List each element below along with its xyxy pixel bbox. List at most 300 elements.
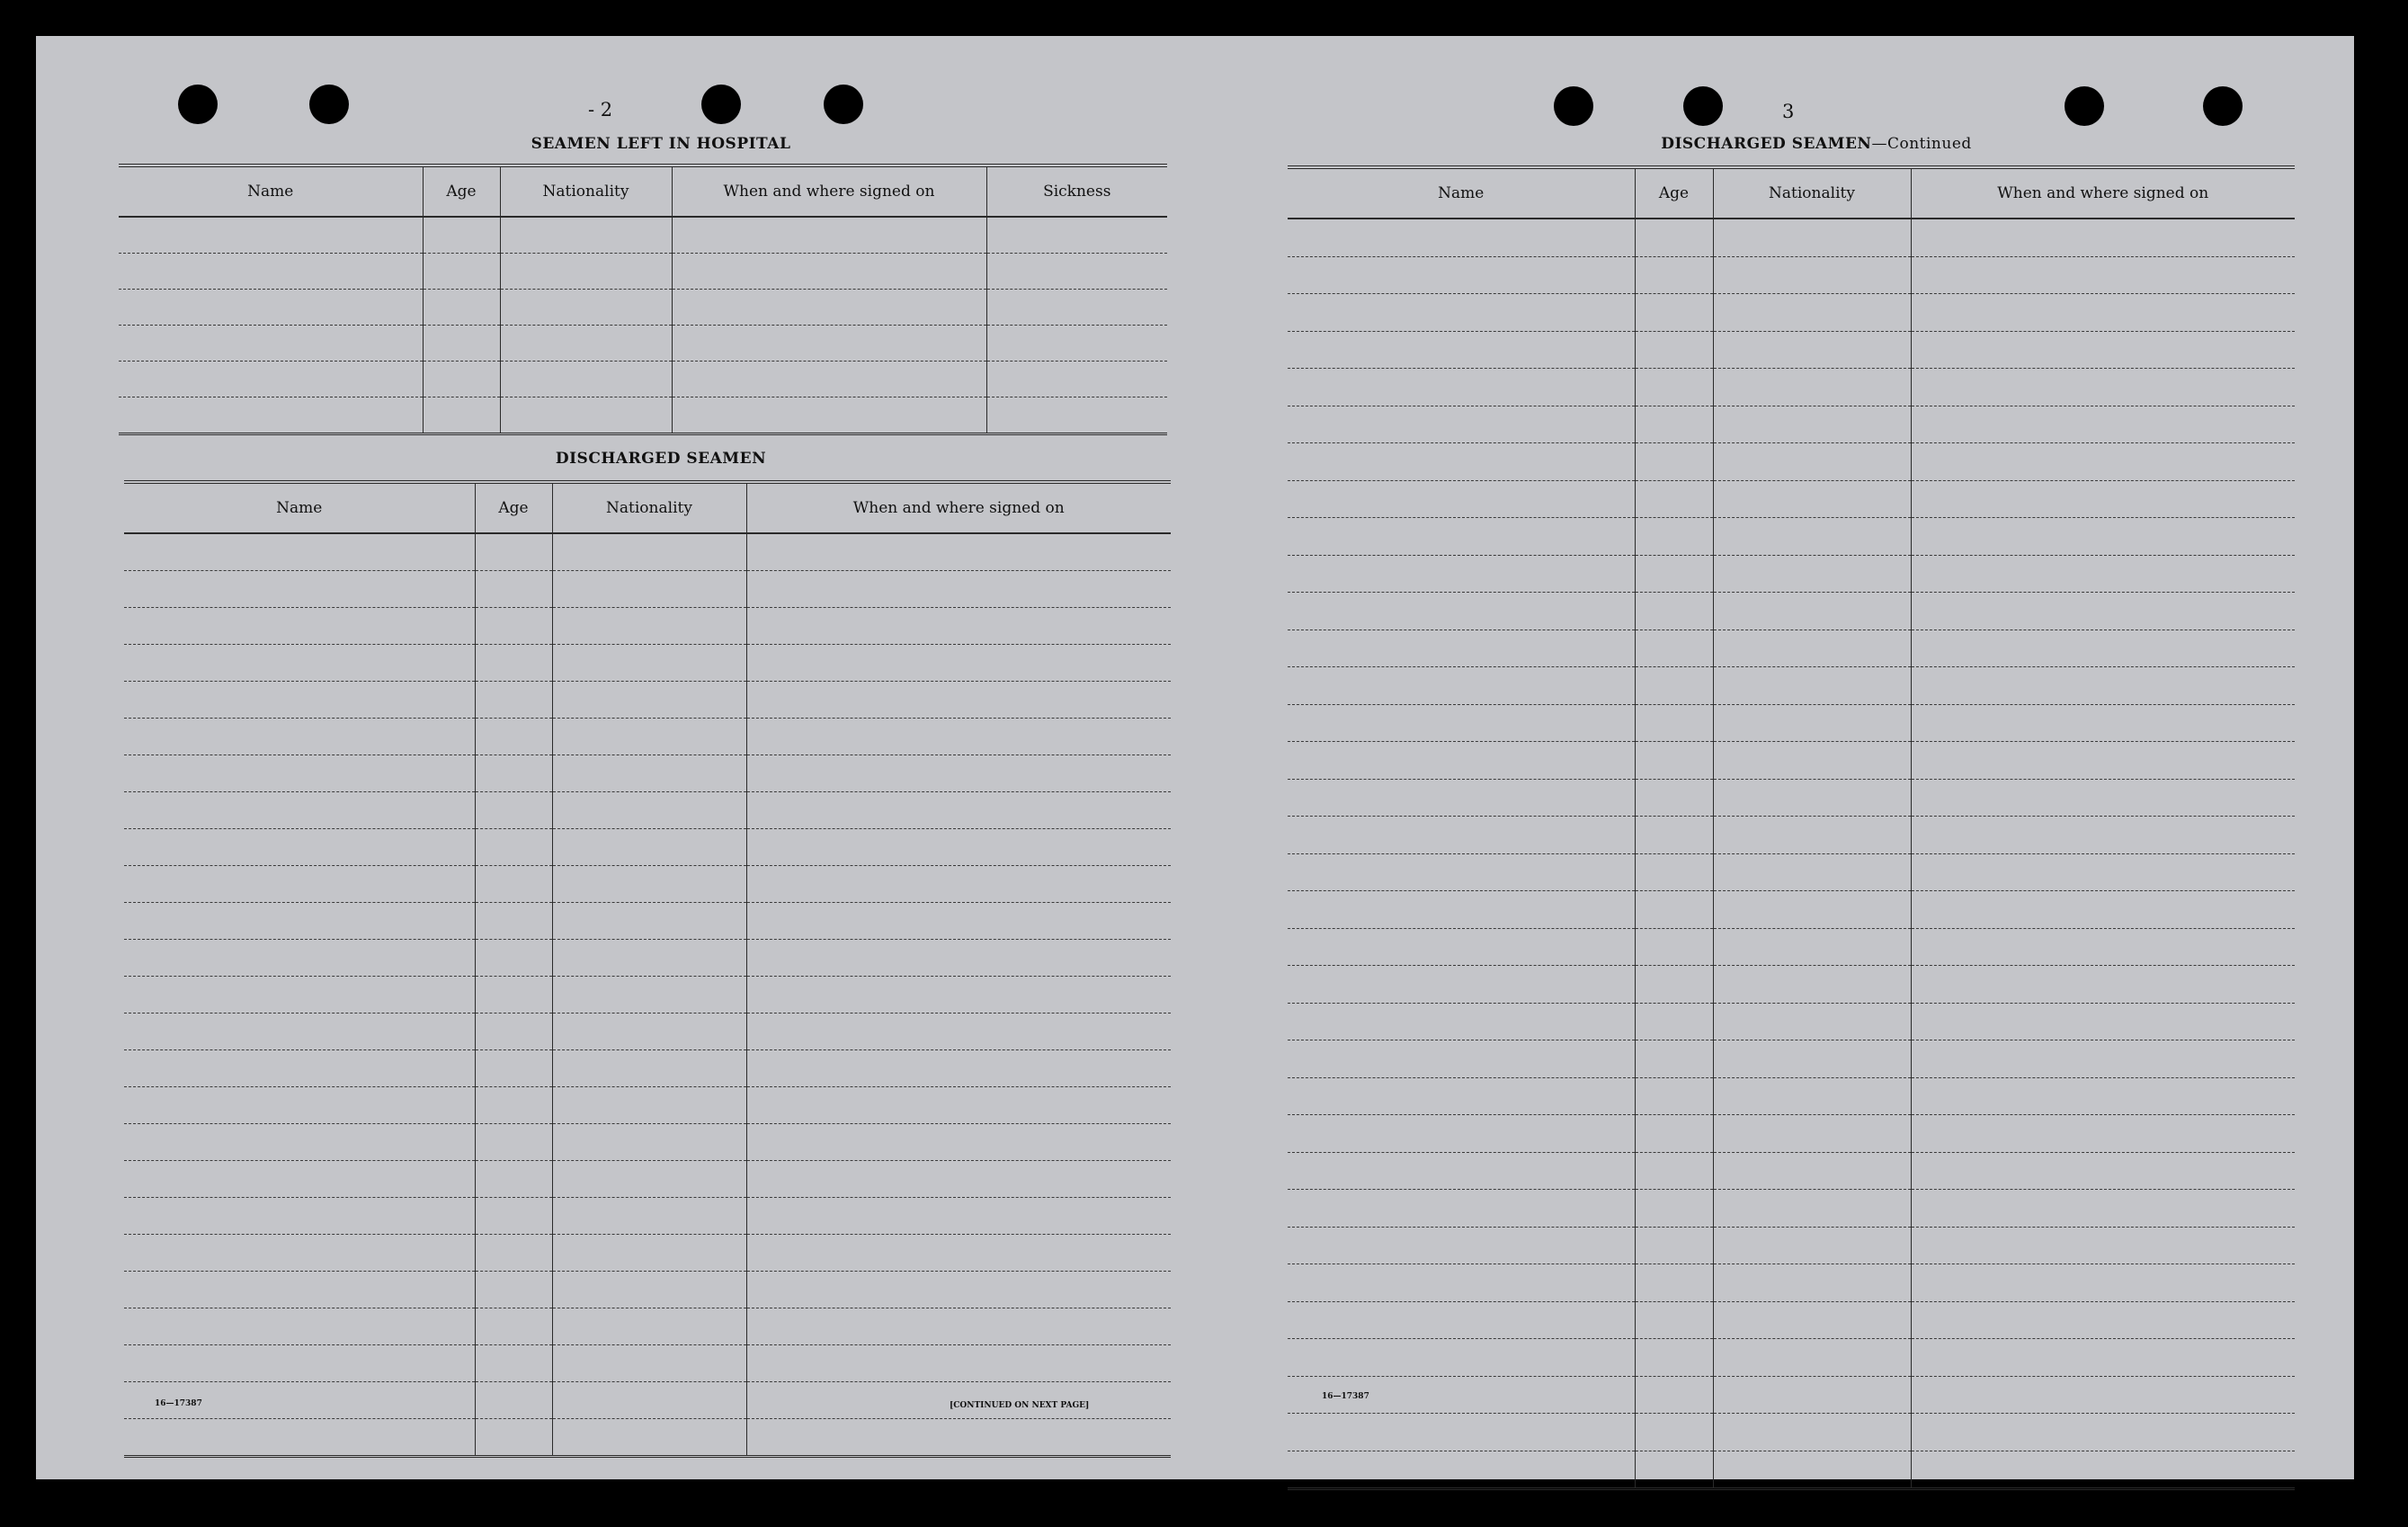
- table-cell: [746, 829, 1171, 866]
- table-cell: [746, 1087, 1171, 1124]
- table-cell: [1713, 331, 1911, 369]
- table-cell: [1911, 1414, 2295, 1451]
- table-cell: [1635, 630, 1713, 667]
- table-row: [1288, 1115, 2295, 1153]
- table-cell: [672, 362, 986, 397]
- table-cell: [1288, 630, 1635, 667]
- table-cell: [746, 1272, 1171, 1308]
- table-cell: [1635, 704, 1713, 742]
- continued-suffix: —Continued: [1871, 135, 1972, 153]
- table-cell: [124, 903, 475, 940]
- table-cell: [746, 903, 1171, 940]
- table-cell: [552, 1087, 746, 1124]
- table-cell: [423, 290, 500, 326]
- table-cell: [423, 217, 500, 254]
- table-cell: [1635, 1077, 1713, 1115]
- table-cell: [552, 1382, 746, 1419]
- table-cell: [552, 1198, 746, 1235]
- table-row: [1288, 1451, 2295, 1489]
- table-cell: [746, 645, 1171, 682]
- table-cell: [1288, 294, 1635, 332]
- table-cell: [1288, 891, 1635, 929]
- table-cell: [1911, 853, 2295, 891]
- table-cell: [1713, 630, 1911, 667]
- punch-hole: [1554, 86, 1593, 126]
- form-number-right: 16—17387: [1322, 1392, 1369, 1401]
- table-cell: [1288, 928, 1635, 966]
- table-cell: [124, 940, 475, 977]
- table-cell: [672, 254, 986, 290]
- table-cell: [475, 645, 552, 682]
- table-cell: [1288, 1414, 1635, 1451]
- table-cell: [986, 397, 1167, 434]
- table-cell: [1288, 853, 1635, 891]
- table-cell: [1713, 219, 1911, 256]
- table-cell: [746, 571, 1171, 608]
- column-header-nationality: Nationality: [552, 482, 746, 533]
- table-row: [1288, 1376, 2295, 1414]
- table-header-row: [124, 482, 1171, 533]
- table-cell: [552, 1345, 746, 1382]
- table-cell: [1635, 853, 1713, 891]
- table-cell: [1635, 928, 1713, 966]
- table-cell: [746, 792, 1171, 829]
- table-row: [119, 290, 1167, 326]
- table-cell: [1288, 1301, 1635, 1339]
- table-cell: [423, 362, 500, 397]
- column-header-name: Name: [1288, 167, 1635, 219]
- table-cell: [746, 866, 1171, 903]
- table-cell: [1911, 667, 2295, 705]
- table-row: [1288, 480, 2295, 518]
- punch-hole: [2203, 86, 2243, 126]
- table-cell: [475, 1014, 552, 1050]
- table-cell: [746, 1198, 1171, 1235]
- table-cell: [475, 1198, 552, 1235]
- table-cell: [1288, 256, 1635, 294]
- table-cell: [1713, 1339, 1911, 1377]
- table-cell: [124, 533, 475, 571]
- table-row: [1288, 369, 2295, 406]
- table-cell: [1713, 891, 1911, 929]
- table-cell: [746, 977, 1171, 1014]
- table-cell: [1713, 966, 1911, 1004]
- table-row: [1288, 704, 2295, 742]
- table-cell: [1911, 891, 2295, 929]
- table-cell: [552, 645, 746, 682]
- table-cell: [1288, 779, 1635, 817]
- table-row: [119, 326, 1167, 362]
- table-cell: [552, 1161, 746, 1198]
- table-row: [124, 719, 1171, 755]
- page-number-left: - 2: [588, 99, 613, 121]
- table-row: [1288, 779, 2295, 817]
- table-cell: [475, 792, 552, 829]
- table-cell: [1288, 406, 1635, 443]
- table-cell: [1635, 891, 1713, 929]
- table-cell: [552, 1050, 746, 1087]
- table-cell: [552, 1272, 746, 1308]
- table-cell: [986, 290, 1167, 326]
- table-cell: [124, 1235, 475, 1272]
- table-row: [1288, 630, 2295, 667]
- table-cell: [1635, 555, 1713, 593]
- column-header-sickness: Sickness: [986, 165, 1167, 217]
- table-cell: [552, 1235, 746, 1272]
- table-cell: [124, 755, 475, 792]
- table-cell: [1635, 1152, 1713, 1190]
- table-cell: [1911, 593, 2295, 630]
- table-cell: [746, 1124, 1171, 1161]
- table-cell: [1635, 667, 1713, 705]
- table-cell: [552, 1308, 746, 1345]
- table-cell: [1288, 817, 1635, 854]
- table-row: [1288, 853, 2295, 891]
- table-cell: [746, 755, 1171, 792]
- table-cell: [1713, 1227, 1911, 1264]
- table-cell: [1911, 369, 2295, 406]
- continued-note: [CONTINUED ON NEXT PAGE]: [950, 1401, 1090, 1410]
- table-cell: [1911, 1077, 2295, 1115]
- table-row: [1288, 518, 2295, 556]
- table-cell: [500, 326, 672, 362]
- table-cell: [124, 1050, 475, 1087]
- table-cell: [1288, 1451, 1635, 1489]
- table-cell: [1911, 1339, 2295, 1377]
- table-cell: [1911, 779, 2295, 817]
- table-cell: [552, 533, 746, 571]
- table-cell: [1713, 256, 1911, 294]
- table-row: [1288, 219, 2295, 256]
- table-cell: [1713, 555, 1911, 593]
- table-row: [124, 1235, 1171, 1272]
- table-row: [1288, 667, 2295, 705]
- table-cell: [124, 1198, 475, 1235]
- table-cell: [1288, 480, 1635, 518]
- table-cell: [1288, 518, 1635, 556]
- table-row: [1288, 331, 2295, 369]
- table-row: [1288, 406, 2295, 443]
- table-row: [1288, 1339, 2295, 1377]
- table-cell: [552, 829, 746, 866]
- table-cell: [1713, 817, 1911, 854]
- discharged-continued-title: [1565, 135, 2068, 153]
- table-cell: [475, 1419, 552, 1457]
- table-cell: [124, 1014, 475, 1050]
- table-cell: [1713, 704, 1911, 742]
- table-row: [124, 1345, 1171, 1382]
- table-row: [124, 608, 1171, 645]
- table-cell: [1635, 1301, 1713, 1339]
- table-cell: [1288, 1115, 1635, 1153]
- table-cell: [1635, 966, 1713, 1004]
- table-cell: [1911, 1301, 2295, 1339]
- table-cell: [1288, 369, 1635, 406]
- table-cell: [124, 1087, 475, 1124]
- table-cell: [1635, 1227, 1713, 1264]
- table-cell: [124, 829, 475, 866]
- table-cell: [1713, 369, 1911, 406]
- discharged-seamen-continued-table: [1288, 165, 2295, 1490]
- table-cell: [475, 1235, 552, 1272]
- hospital-section-title: SEAMEN LEFT IN HOSPITAL: [531, 135, 791, 153]
- table-cell: [500, 217, 672, 254]
- table-cell: [1911, 1264, 2295, 1302]
- table-cell: [1635, 294, 1713, 332]
- table-cell: [124, 1345, 475, 1382]
- table-row: [124, 1050, 1171, 1087]
- table-cell: [672, 217, 986, 254]
- table-cell: [1911, 1376, 2295, 1414]
- table-cell: [1713, 1376, 1911, 1414]
- table-cell: [1635, 1003, 1713, 1040]
- table-row: [124, 977, 1171, 1014]
- table-cell: [1713, 1077, 1911, 1115]
- column-header-age: Age: [423, 165, 500, 217]
- table-row: [1288, 1414, 2295, 1451]
- table-row: [119, 254, 1167, 290]
- table-cell: [552, 940, 746, 977]
- table-cell: [1635, 1190, 1713, 1228]
- table-cell: [552, 977, 746, 1014]
- table-row: [124, 1198, 1171, 1235]
- table-cell: [1288, 1077, 1635, 1115]
- table-cell: [475, 1161, 552, 1198]
- table-cell: [1288, 1227, 1635, 1264]
- punch-hole: [178, 85, 218, 124]
- table-cell: [1288, 1190, 1635, 1228]
- table-cell: [1288, 443, 1635, 481]
- table-cell: [1713, 1414, 1911, 1451]
- table-row: [1288, 928, 2295, 966]
- column-header-signed-on: When and where signed on: [672, 165, 986, 217]
- table-row: [124, 1382, 1171, 1419]
- table-cell: [1288, 1152, 1635, 1190]
- table-cell: [552, 571, 746, 608]
- table-cell: [1911, 443, 2295, 481]
- table-cell: [1713, 1301, 1911, 1339]
- table-cell: [746, 533, 1171, 571]
- table-cell: [475, 829, 552, 866]
- table-row: [1288, 1264, 2295, 1302]
- table-cell: [1911, 406, 2295, 443]
- table-cell: [1288, 593, 1635, 630]
- table-cell: [1635, 593, 1713, 630]
- punch-hole: [824, 85, 863, 124]
- table-cell: [1288, 331, 1635, 369]
- table-cell: [1713, 667, 1911, 705]
- table-cell: [500, 397, 672, 434]
- table-row: [124, 829, 1171, 866]
- column-header-nationality: Nationality: [500, 165, 672, 217]
- table-row: [1288, 555, 2295, 593]
- table-row: [124, 792, 1171, 829]
- table-cell: [124, 1272, 475, 1308]
- table-cell: [1288, 667, 1635, 705]
- table-cell: [475, 977, 552, 1014]
- table-row: [1288, 1301, 2295, 1339]
- punch-hole: [309, 85, 349, 124]
- table-cell: [1911, 704, 2295, 742]
- table-cell: [1911, 219, 2295, 256]
- table-row: [1288, 742, 2295, 780]
- table-row: [1288, 966, 2295, 1004]
- table-cell: [746, 1014, 1171, 1050]
- table-row: [124, 1272, 1171, 1308]
- table-cell: [1288, 742, 1635, 780]
- hospital-table: [119, 164, 1167, 435]
- table-cell: [475, 608, 552, 645]
- table-cell: [1288, 1003, 1635, 1040]
- table-cell: [1713, 853, 1911, 891]
- table-cell: [552, 608, 746, 645]
- table-row: [1288, 443, 2295, 481]
- table-cell: [1911, 1115, 2295, 1153]
- table-cell: [1713, 480, 1911, 518]
- table-cell: [500, 254, 672, 290]
- table-cell: [746, 1345, 1171, 1382]
- table-row: [124, 645, 1171, 682]
- table-header-row: [119, 165, 1167, 217]
- table-cell: [475, 682, 552, 719]
- table-cell: [475, 1308, 552, 1345]
- table-cell: [1713, 742, 1911, 780]
- table-cell: [124, 1124, 475, 1161]
- table-cell: [1635, 1451, 1713, 1489]
- table-cell: [1635, 219, 1713, 256]
- table-cell: [1911, 1227, 2295, 1264]
- table-cell: [1911, 294, 2295, 332]
- table-row: [124, 755, 1171, 792]
- table-cell: [1713, 779, 1911, 817]
- table-cell: [1713, 928, 1911, 966]
- table-cell: [423, 397, 500, 434]
- table-cell: [119, 397, 423, 434]
- table-row: [1288, 817, 2295, 854]
- punch-hole: [701, 85, 741, 124]
- table-cell: [1635, 369, 1713, 406]
- table-cell: [475, 719, 552, 755]
- table-row: [1288, 294, 2295, 332]
- table-row: [124, 1087, 1171, 1124]
- table-cell: [475, 1272, 552, 1308]
- column-header-age: Age: [1635, 167, 1713, 219]
- table-cell: [1911, 256, 2295, 294]
- table-cell: [1635, 1115, 1713, 1153]
- table-cell: [119, 254, 423, 290]
- table-cell: [124, 1308, 475, 1345]
- table-cell: [475, 1124, 552, 1161]
- ledger-sheet: [36, 36, 2354, 1479]
- table-cell: [475, 1050, 552, 1087]
- table-cell: [124, 977, 475, 1014]
- table-cell: [1635, 1040, 1713, 1078]
- table-cell: [1911, 1003, 2295, 1040]
- discharged-seamen-table: [124, 480, 1171, 1458]
- table-cell: [1713, 1040, 1911, 1078]
- table-cell: [500, 362, 672, 397]
- table-cell: [119, 362, 423, 397]
- table-cell: [1635, 779, 1713, 817]
- column-header-name: Name: [124, 482, 475, 533]
- table-row: [124, 1308, 1171, 1345]
- table-header-row: [1288, 167, 2295, 219]
- table-row: [124, 1161, 1171, 1198]
- table-row: [1288, 891, 2295, 929]
- table-cell: [1911, 555, 2295, 593]
- table-cell: [1635, 480, 1713, 518]
- table-cell: [475, 533, 552, 571]
- table-cell: [119, 217, 423, 254]
- table-cell: [1635, 443, 1713, 481]
- table-cell: [124, 719, 475, 755]
- table-cell: [1713, 406, 1911, 443]
- table-cell: [475, 571, 552, 608]
- table-cell: [475, 903, 552, 940]
- table-row: [1288, 1040, 2295, 1078]
- table-row: [124, 940, 1171, 977]
- table-cell: [1635, 1264, 1713, 1302]
- table-cell: [672, 326, 986, 362]
- table-cell: [124, 682, 475, 719]
- column-header-signed-on: When and where signed on: [1911, 167, 2295, 219]
- table-cell: [1288, 1264, 1635, 1302]
- table-cell: [124, 571, 475, 608]
- table-row: [1288, 593, 2295, 630]
- table-cell: [552, 792, 746, 829]
- table-cell: [672, 397, 986, 434]
- table-cell: [1288, 1040, 1635, 1078]
- table-cell: [1911, 966, 2295, 1004]
- table-cell: [552, 1419, 746, 1457]
- table-cell: [119, 290, 423, 326]
- table-cell: [124, 1419, 475, 1457]
- table-cell: [746, 1161, 1171, 1198]
- table-cell: [1288, 704, 1635, 742]
- table-cell: [746, 1235, 1171, 1272]
- table-cell: [746, 719, 1171, 755]
- column-header-signed-on: When and where signed on: [746, 482, 1171, 533]
- table-cell: [552, 1124, 746, 1161]
- table-cell: [746, 1419, 1171, 1457]
- table-row: [1288, 1227, 2295, 1264]
- table-cell: [1635, 742, 1713, 780]
- column-header-age: Age: [475, 482, 552, 533]
- table-row: [124, 1014, 1171, 1050]
- table-cell: [500, 290, 672, 326]
- table-cell: [475, 755, 552, 792]
- table-cell: [1713, 593, 1911, 630]
- table-cell: [1288, 966, 1635, 1004]
- table-cell: [423, 254, 500, 290]
- table-row: [119, 397, 1167, 434]
- discharged-continued-title-text: DISCHARGED SEAMEN: [1661, 135, 1872, 153]
- table-cell: [552, 903, 746, 940]
- table-cell: [475, 866, 552, 903]
- table-cell: [124, 792, 475, 829]
- table-cell: [1713, 443, 1911, 481]
- table-cell: [672, 290, 986, 326]
- table-cell: [552, 866, 746, 903]
- table-cell: [746, 1050, 1171, 1087]
- table-cell: [1911, 1190, 2295, 1228]
- table-cell: [1911, 518, 2295, 556]
- table-row: [1288, 1003, 2295, 1040]
- table-cell: [1713, 518, 1911, 556]
- table-cell: [1713, 1152, 1911, 1190]
- table-cell: [746, 682, 1171, 719]
- table-cell: [475, 940, 552, 977]
